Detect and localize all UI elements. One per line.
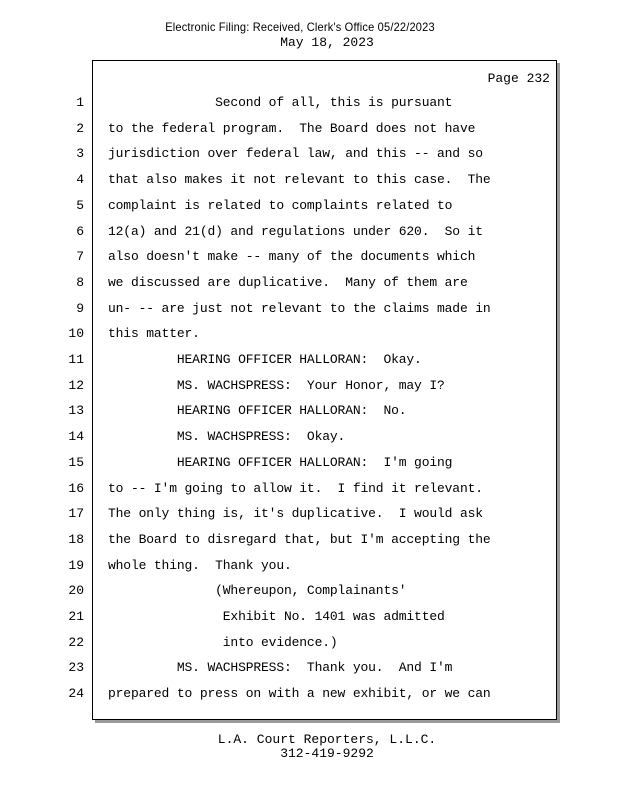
line-number: 13 [68,403,84,418]
transcript-line: MS. WACHSPRESS: Your Honor, may I? [108,378,445,393]
line-number: 15 [68,455,84,470]
line-number: 14 [68,429,84,444]
line-number: 11 [68,352,84,367]
transcript-line: we discussed are duplicative. Many of them are [108,275,468,290]
line-number: 1 [76,95,84,110]
line-number: 5 [76,198,84,213]
transcript-line: HEARING OFFICER HALLORAN: No. [108,403,407,418]
line-number: 21 [68,609,84,624]
transcript-line: Second of all, this is pursuant [108,95,453,110]
transcript-line: un- -- are just not relevant to the claims made in [108,301,491,316]
line-number: 10 [68,326,84,341]
line-number: 2 [76,121,84,136]
transcript-line: Exhibit No. 1401 was admitted [108,609,445,624]
line-number: 4 [76,172,84,187]
footer-company: L.A. Court Reporters, L.L.C. [217,732,437,747]
transcript-line: to the federal program. The Board does not have [108,121,476,136]
transcript-line: the Board to disregard that, but I'm accepting the [108,532,491,547]
transcript-line: HEARING OFFICER HALLORAN: I'm going [108,455,453,470]
transcript-line: that also makes it not relevant to this case. The [108,172,491,187]
transcript-line: MS. WACHSPRESS: Thank you. And I'm [108,660,453,675]
line-number: 17 [68,506,84,521]
line-number: 12 [68,378,84,393]
line-number: 22 [68,635,84,650]
line-number: 23 [68,660,84,675]
page-number: Page 232 [487,71,550,86]
line-number: 16 [68,481,84,496]
transcript-line: 12(a) and 21(d) and regulations under 620. So it [108,224,483,239]
transcript-line: also doesn't make -- many of the documents which [108,249,476,264]
line-number: 3 [76,146,84,161]
line-number: 19 [68,558,84,573]
transcript-line: prepared to press on with a new exhibit, or we can [108,686,491,701]
transcript-line: complaint is related to complaints related to [108,198,453,213]
transcript-date: May 18, 2023 [280,35,374,50]
transcript-line: The only thing is, it's duplicative. I would ask [108,506,483,521]
transcript-line: this matter. [108,326,200,341]
transcript-line: (Whereupon, Complainants' [108,583,407,598]
line-number: 7 [76,249,84,264]
line-number: 9 [76,301,84,316]
line-number: 24 [68,686,84,701]
line-number: 6 [76,224,84,239]
transcript-line: into evidence.) [108,635,338,650]
line-number: 8 [76,275,84,290]
transcript-line: whole thing. Thank you. [108,558,292,573]
line-number: 18 [68,532,84,547]
electronic-filing-stamp: Electronic Filing: Received, Clerk's Office 05/22/2023 [165,20,435,34]
footer-phone: 312-419-9292 [280,746,374,761]
line-number: 20 [68,583,84,598]
transcript-line: jurisdiction over federal law, and this -- and so [108,146,483,161]
transcript-line: HEARING OFFICER HALLORAN: Okay. [108,352,422,367]
transcript-line: to -- I'm going to allow it. I find it relevant. [108,481,483,496]
transcript-line: MS. WACHSPRESS: Okay. [108,429,346,444]
